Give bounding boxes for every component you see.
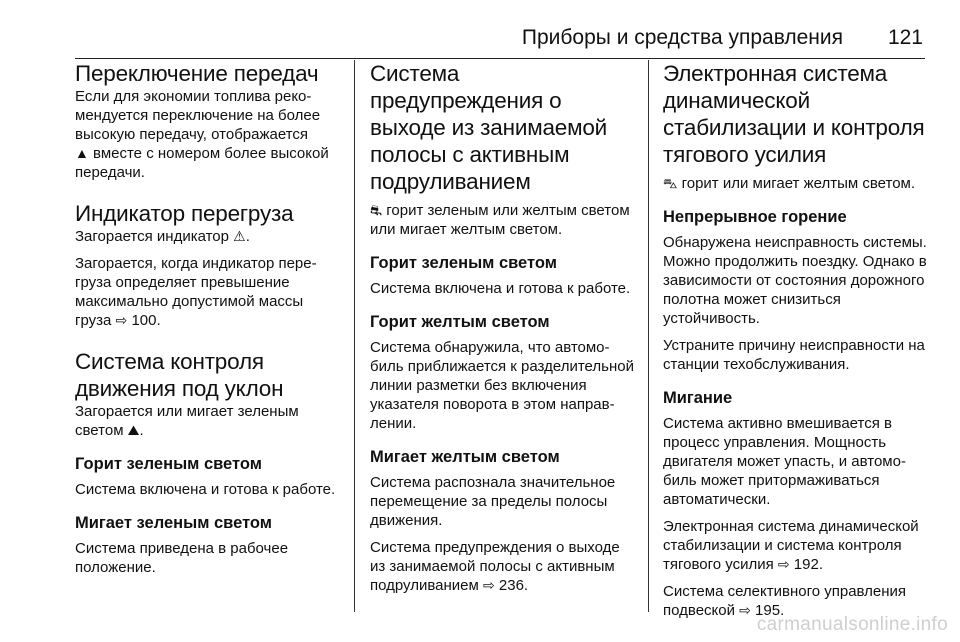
paragraph: Загорается, когда индикатор перегруза определяет превышение максимально допустимой массы груза ⇨ 100.: [75, 255, 317, 329]
subheading: Мигает желтым светом: [370, 448, 560, 466]
subheading: Мигание: [663, 389, 733, 407]
page-reference-icon: ⇨: [777, 556, 790, 572]
paragraph: Система распознала значительное перемещение за пределы полосы движения.: [370, 474, 616, 529]
column-1: [75, 60, 343, 585]
column-divider-1: [354, 60, 355, 612]
subheading: Непрерывное горение: [663, 208, 847, 226]
section-title-esc: Электронная система динамической стабилизации и контроля тягового усилия: [663, 61, 925, 167]
paragraph: Система селективного управления подвеской ⇨ 195.: [663, 583, 907, 619]
esc-skid-icon: ⛍: [663, 175, 678, 191]
overload-warning-icon: ⚠: [233, 228, 246, 244]
section-title-gear-shift: Переключение передач: [75, 61, 319, 86]
paragraph: Загорается индикатор ⚠.: [75, 228, 250, 245]
page-reference-icon: ⇨: [739, 602, 751, 618]
section-title-hill-descent: Система контроля движения под уклон: [75, 349, 284, 401]
paragraph: ⛍ горит или мигает желтым светом.: [663, 175, 916, 192]
paragraph: Если для экономии топлива рекомендуется переключение на более высокую передачу, отображается ▲ вместе с номером более высокой передачи.: [75, 88, 329, 181]
column-3: [663, 60, 928, 628]
section-title-lane-keep: Система предупреждения о выходе из занимаемой полосы с активным подруливанием: [370, 61, 608, 194]
column-2: [370, 60, 635, 603]
page-number: 121: [887, 26, 923, 49]
paragraph: Система приведена в рабочее положение.: [75, 540, 289, 576]
subheading: Горит желтым светом: [370, 313, 550, 331]
hill-descent-icon: ⛰: [127, 422, 140, 438]
page-header: [75, 22, 925, 59]
paragraph: Система включена и готова к работе.: [370, 280, 631, 297]
upshift-arrow-icon: ▲: [75, 145, 89, 161]
paragraph: Система обнаружила, что автомобиль приближается к разделительной линии разметки без включения указателя поворота в этом направлении.: [370, 339, 634, 432]
paragraph: Загорается или мигает зеленым светом ⛰.: [75, 403, 299, 439]
column-divider-2: [648, 60, 649, 612]
paragraph: Система предупреждения о выходе из занимаемой полосы с активным подруливанием ⇨ 236.: [370, 539, 620, 594]
page-reference-icon: ⇨: [115, 312, 128, 328]
subheading: Горит зеленым светом: [75, 455, 262, 473]
lane-keep-icon: ⛐: [370, 202, 383, 218]
page-reference-icon: ⇨: [483, 577, 495, 593]
paragraph: ⛐ горит зеленым или желтым светом или мигает желтым светом.: [370, 202, 630, 238]
section-title-overload: Индикатор перегруза: [75, 201, 294, 226]
chapter-title: Приборы и средства управления: [521, 26, 843, 49]
subheading: Мигает зеленым светом: [75, 514, 273, 532]
paragraph: Система активно вмешивается в процесс управления. Мощность двигателя может упасть, и автомобиль может притормаживаться автоматически.: [663, 415, 906, 508]
paragraph: Устраните причину неисправности на станции техобслуживания.: [663, 337, 925, 373]
watermark-link[interactable]: carmanualsonline.info: [756, 614, 948, 635]
paragraph: Электронная система динамической стабилизации и система контроля тягового усилия ⇨ 192.: [663, 518, 919, 573]
subheading: Горит зеленым светом: [370, 254, 557, 272]
paragraph: Обнаружена неисправность системы. Можно продолжить поездку. Однако в зависимости от состояния дорожного полотна может снизиться устойчивость.: [663, 234, 927, 327]
paragraph: Система включена и готова к работе.: [75, 481, 336, 498]
